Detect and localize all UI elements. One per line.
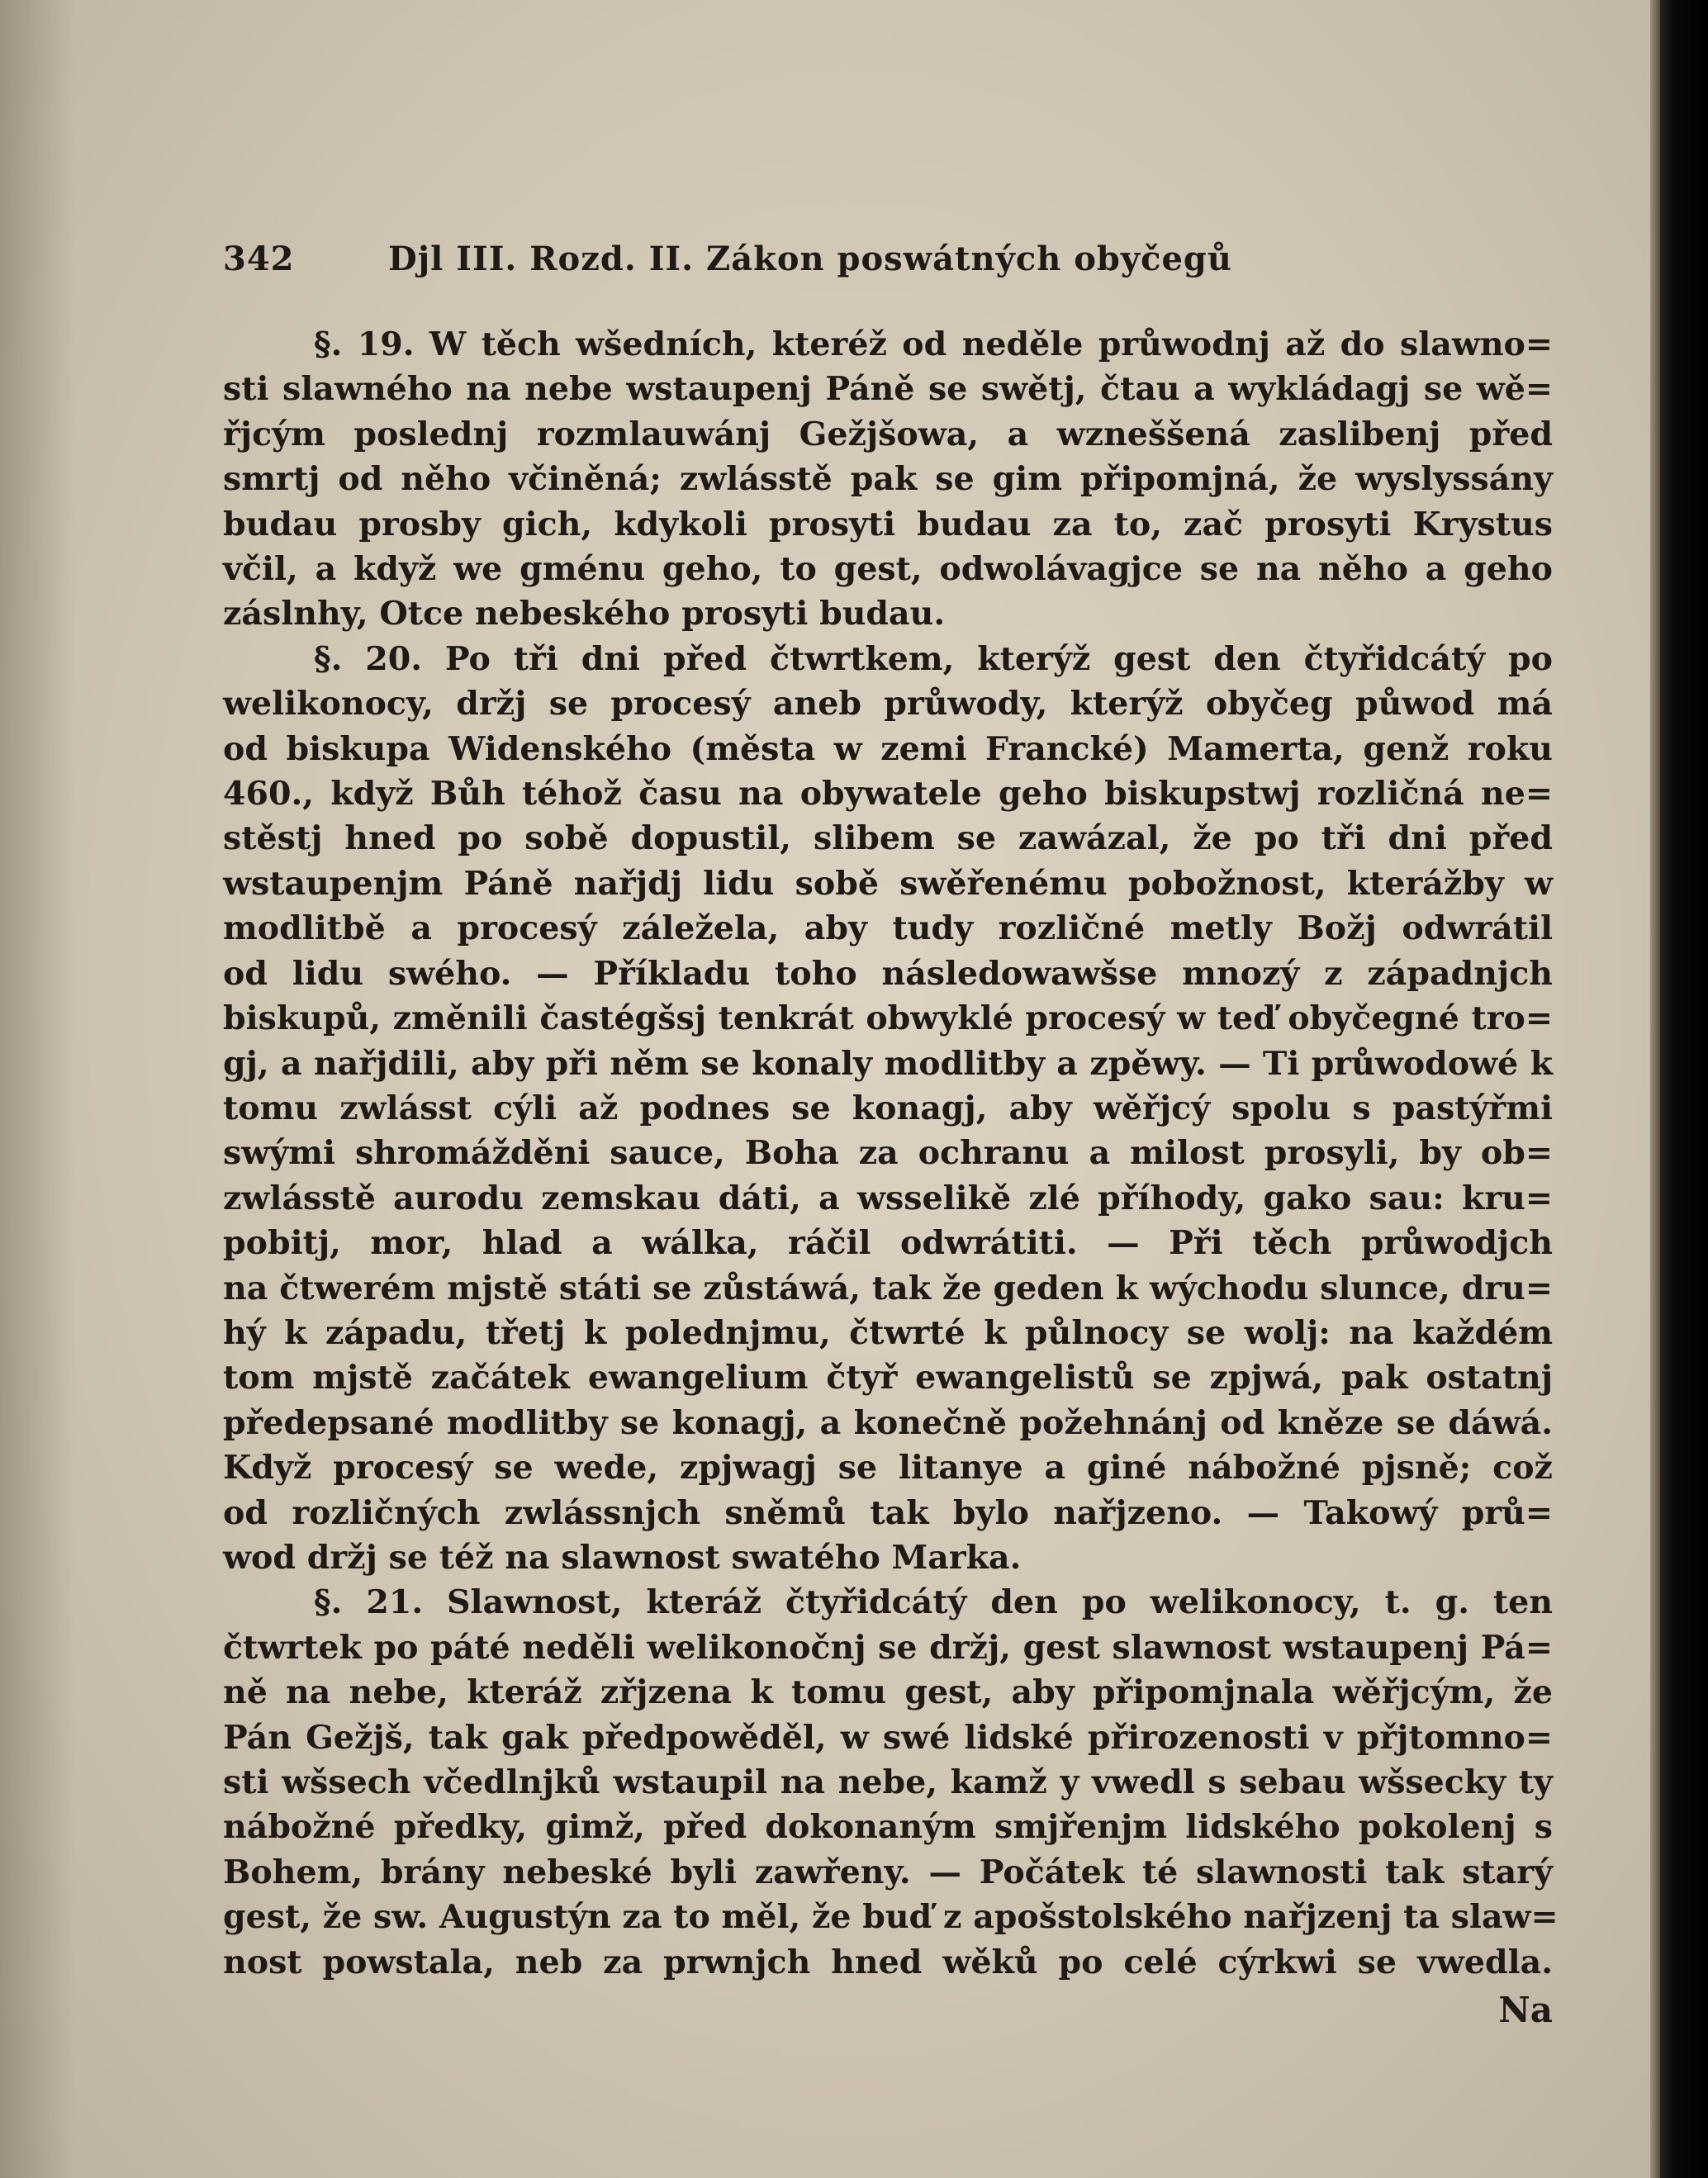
book-page (223, 240, 1559, 2031)
text-line: smrtj od něho včiněná; zwlásstě pak se gim připomjná, že wyslyssány (223, 460, 1553, 499)
text-line: sti slawného na nebe wstaupenj Páně se swětj, čtau a wykládagj se wě= (223, 370, 1553, 409)
text-line: od rozličných zwlássnjch sněmů tak bylo nařjzeno. — Takowý prů= (223, 1493, 1553, 1532)
text-line: budau prosby gich, kdykoli prosyti budau za to, zač prosyti Krystus (223, 505, 1553, 543)
catchword: Na (1498, 1990, 1553, 2031)
text-line: na čtwerém mjstě státi se zůstáwá, tak že geden k wýchodu slunce, dru= (223, 1269, 1553, 1307)
text-line: zwlásstě aurodu zemskau dáti, a wsselikě zlé příhody, gako sau: kru= (223, 1179, 1553, 1217)
text-line: §. 19. W těch wšedních, kteréž od neděle průwodnj až do slawno= (314, 325, 1553, 363)
text-line: Bohem, brány nebeské byli zawřeny. — Počátek té slawnosti tak starý (223, 1853, 1553, 1891)
binding-shadow (0, 0, 74, 2178)
text-line: od biskupa Widenského (města w zemi Francké) Mamerta, genž roku (223, 729, 1553, 768)
text-line: předepsané modlitby se konagj, a konečně požehnánj od kněze se dáwá. (223, 1403, 1553, 1442)
text-line: řjcým poslednj rozmlauwánj Gežjšowa, a wzneššená zaslibenj před (223, 415, 1553, 453)
text-line: 460., když Bůh téhož času na obywatele geho biskupstwj rozličná ne= (223, 775, 1553, 814)
text-line: §. 20. Po tři dni před čtwrtkem, kterýž gest den čtyřidcátý po (314, 639, 1553, 678)
text-line: sti wšsech včedlnjků wstaupil na nebe, kamž y vwedl s sebau wšsecky ty (223, 1763, 1553, 1801)
text-line: čtwrtek po páté neděli welikonočnj se držj, gest slawnost wstaupenj Pá= (223, 1628, 1553, 1667)
text-line: Když procesý se wede, zpjwagj se litanye a giné nábožné pjsně; což (223, 1449, 1553, 1488)
text-line: wod držj se též na slawnost swatého Marka. (223, 1538, 1022, 1577)
text-line: stěstj hned po sobě dopustil, slibem se zawázal, že po tři dni před (223, 819, 1553, 858)
text-line: hý k západu, třetj k polednjmu, čtwrté k půlnocy se wolj: na každém (223, 1313, 1553, 1352)
text-line: nábožné předky, gimž, před dokonaným smjřenjm lidského pokolenj s (223, 1808, 1553, 1847)
page-number: 342 (223, 240, 295, 278)
text-line: welikonocy, držj se procesý aneb průwody, kterýž obyčeg půwod má (223, 685, 1553, 724)
text-line: ně na nebe, kteráž zřjzena k tomu gest, aby připomjnala wěřjcým, že (223, 1673, 1553, 1712)
text-line: Pán Gežjš, tak gak předpowěděl, w swé lidské přirozenosti v přjtomno= (223, 1718, 1553, 1757)
text-line: nost powstala, neb za prwnjch hned wěků po celé cýrkwi se vwedla. (223, 1943, 1553, 1981)
text-line: §. 21. Slawnost, kteráž čtyřidcátý den po welikonocy, t. g. ten (314, 1583, 1553, 1622)
body-text (223, 322, 1559, 1985)
text-line: záslnhy, Otce nebeského prosyti budau. (223, 595, 946, 633)
text-line: od lidu swého. — Příkladu toho následowawšse mnozý z západnjch (223, 954, 1553, 993)
text-line: modlitbě a procesý záležela, aby tudy rozličné metly Božj odwrátil (223, 909, 1553, 948)
running-header (223, 240, 1553, 306)
text-line: swými shromážděni sauce, Boha za ochranu a milost prosyli, by ob= (223, 1134, 1553, 1173)
text-line: gj, a nařjdili, aby při něm se konaly modlitby a zpěwy. — Ti průwodowé k (223, 1044, 1553, 1083)
running-title: Djl III. Rozd. II. Zákon poswátných obyčegů (388, 240, 1232, 278)
text-line: gest, že sw. Augustýn za to měl, že buď z apošstolského nařjzenj ta slaw= (223, 1898, 1559, 1937)
text-line: biskupů, změnili častégšsj tenkrát obwyklé procesý w teď obyčegné tro= (223, 999, 1553, 1038)
text-line: tomu zwlásst cýli až podnes se konagj, aby wěřjcý spolu s pastýřmi (223, 1089, 1553, 1127)
text-line: pobitj, mor, hlad a wálka, ráčil odwrátiti. — Při těch průwodjch (223, 1224, 1553, 1263)
text-line: wstaupenjm Páně nařjdj lidu sobě swěřenému pobožnost, kterážby w (223, 864, 1553, 903)
text-line: tom mjstě začátek ewangelium čtyř ewangelistů se zpjwá, pak ostatnj (223, 1359, 1553, 1397)
text-line: včil, a když we gménu geho, to gest, odwolávagjce se na něho a geho (223, 550, 1553, 589)
page-edge (1650, 0, 1708, 2178)
